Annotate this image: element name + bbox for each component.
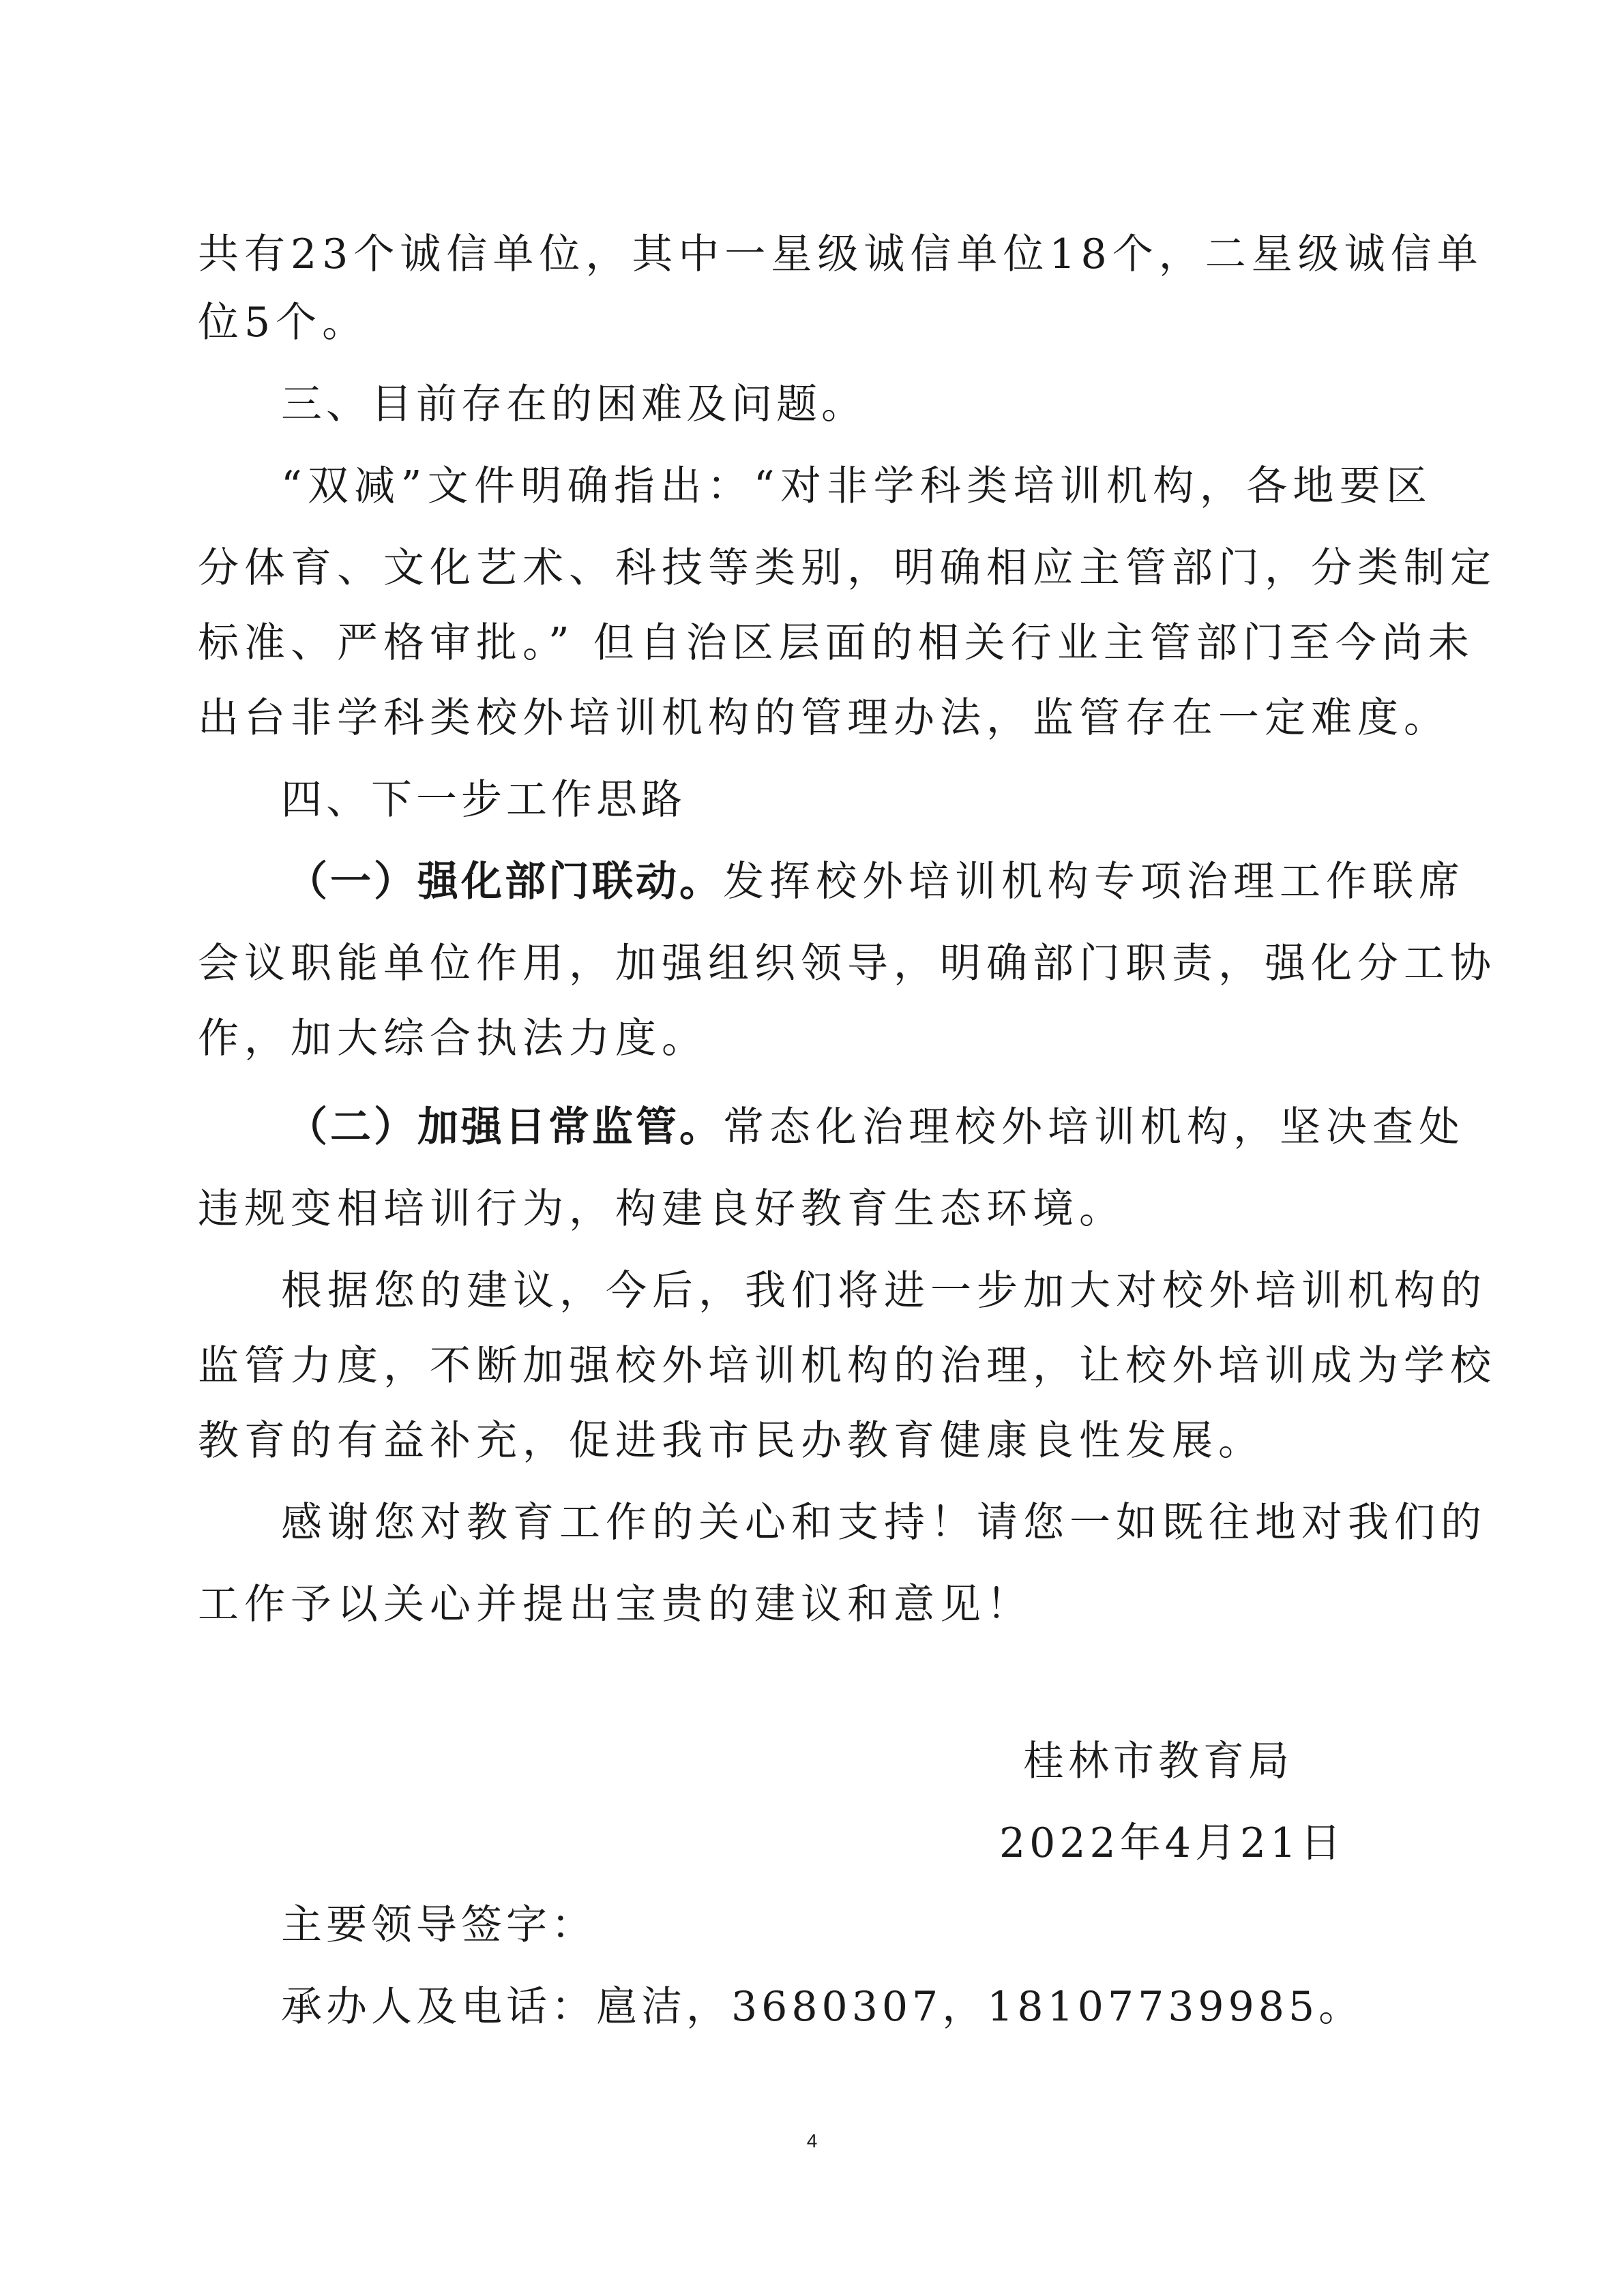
- body-text-line: 教育的有益补充，促进我市民办教育健康良性发展。: [198, 1417, 1265, 1465]
- list-item-2-line: [286, 1100, 1465, 1154]
- list-item-2-text: 常态化治理校外培训机构，坚决查处: [723, 1103, 1465, 1151]
- body-text-line: 工作予以关心并提出宝贵的建议和意见！: [198, 1581, 1033, 1628]
- section-heading-3: 三、目前存在的困难及问题。: [281, 381, 866, 428]
- list-item-1-lead: （一）强化部门联动。: [286, 858, 723, 906]
- body-text-line: 违规变相培训行为，构建良好教育生态环境。: [198, 1185, 1125, 1233]
- body-text-line: “双减”文件明确指出：“对非学科类培训机构，各地要区: [281, 462, 1432, 510]
- body-text-line: 位5个。: [198, 299, 369, 346]
- body-text-line: 分体育、文化艺术、科技等类别，明确相应主管部门，分类制定: [198, 544, 1496, 592]
- page-number: 4: [806, 2130, 818, 2151]
- section-heading-4: 四、下一步工作思路: [281, 776, 686, 824]
- body-text-line: 作，加大综合执法力度。: [198, 1015, 708, 1062]
- body-text-line: 标准、严格审批。” 但自治区层面的相关行业主管部门至今尚未: [198, 619, 1475, 667]
- body-text-line: 会议职能单位作用，加强组织领导，明确部门职责，强化分工协: [198, 940, 1496, 987]
- body-text-line: 共有23个诚信单位，其中一星级诚信单位18个，二星级诚信单: [198, 230, 1483, 278]
- list-item-2-lead: （二）加强日常监管。: [286, 1103, 723, 1151]
- leader-signature-label: 主要领导签字：: [281, 1901, 596, 1949]
- body-text-line: 感谢您对教育工作的关心和支持！请您一如既往地对我们的: [281, 1499, 1487, 1547]
- body-text-line: 监管力度，不断加强校外培训机构的治理，让校外培训成为学校: [198, 1342, 1496, 1390]
- signature-organization: 桂林市教育局: [1023, 1738, 1293, 1785]
- list-item-1-line: [286, 854, 1465, 909]
- contact-info: 承办人及电话：扈洁，3680307，18107739985。: [281, 1983, 1364, 2031]
- signature-date: 2022年4月21日: [999, 1819, 1346, 1867]
- body-text-line: 出台非学科类校外培训机构的管理办法，监管存在一定难度。: [198, 694, 1450, 742]
- list-item-1-text: 发挥校外培训机构专项治理工作联席: [723, 858, 1465, 906]
- body-text-line: 根据您的建议，今后，我们将进一步加大对校外培训机构的: [281, 1267, 1487, 1315]
